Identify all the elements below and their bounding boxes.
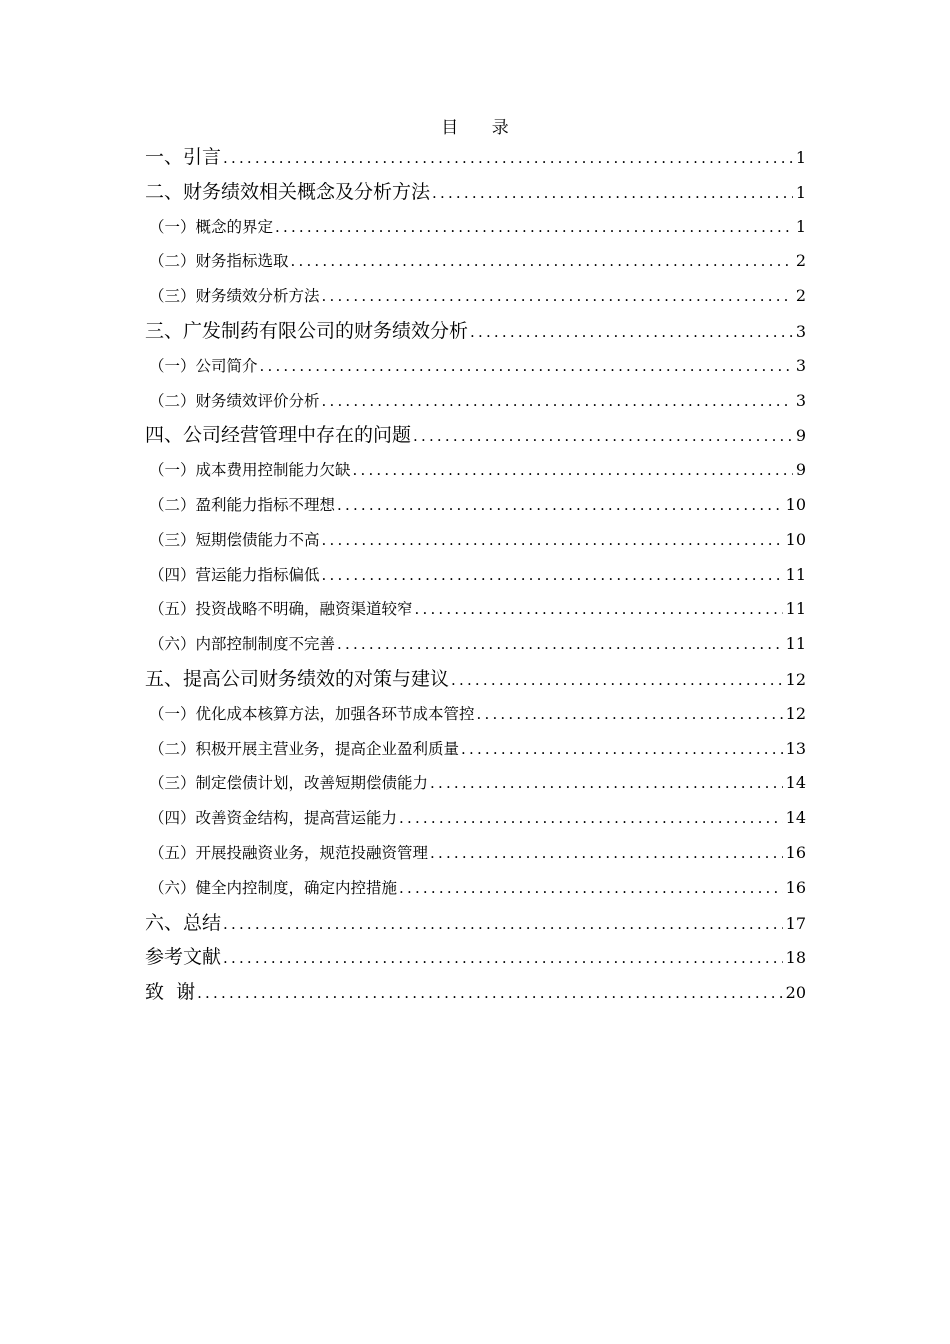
toc-entry-label: （一）成本费用控制能力欠缺 bbox=[149, 461, 351, 480]
toc-entry[interactable] bbox=[145, 592, 806, 627]
toc-page-number: 1 bbox=[795, 216, 806, 236]
toc-page-number: 2 bbox=[795, 251, 806, 271]
toc-entry[interactable] bbox=[145, 662, 806, 697]
toc-entry[interactable] bbox=[145, 210, 806, 245]
toc-page-number: 2 bbox=[795, 286, 806, 306]
toc-entry[interactable] bbox=[145, 871, 806, 906]
toc-entry-label: 参考文献 bbox=[145, 946, 222, 969]
toc-entry[interactable] bbox=[145, 140, 806, 175]
dot-leader bbox=[322, 523, 783, 558]
toc-page-number: 1 bbox=[795, 148, 806, 167]
toc-page-number: 3 bbox=[795, 390, 806, 410]
toc-entry-label: （四）营运能力指标偏低 bbox=[149, 565, 320, 584]
toc-page-number: 12 bbox=[785, 669, 806, 689]
toc-entry-label: （三）制定偿债计划，改善短期偿债能力 bbox=[149, 774, 429, 793]
dot-leader bbox=[223, 907, 783, 941]
toc-entry[interactable] bbox=[145, 349, 806, 384]
toc-entry-label: 六、总结 bbox=[145, 911, 222, 934]
toc-entry-label: （五）投资战略不明确，融资渠道较窄 bbox=[149, 600, 413, 619]
dot-leader bbox=[322, 384, 793, 419]
toc-entry-label: （六）健全内控制度，确定内控措施 bbox=[149, 878, 398, 897]
toc-entry-label: （二）积极开展主营业务，提高企业盈利质量 bbox=[149, 739, 460, 758]
toc-entry[interactable] bbox=[145, 975, 806, 1010]
toc-entry[interactable] bbox=[145, 453, 806, 488]
dot-leader bbox=[477, 697, 783, 732]
toc-entry[interactable] bbox=[145, 732, 806, 767]
toc-entry[interactable] bbox=[145, 906, 806, 941]
toc-page-number: 12 bbox=[785, 703, 806, 723]
dot-leader bbox=[353, 453, 793, 488]
toc-page-number: 18 bbox=[785, 948, 806, 968]
toc-title: 目 录 bbox=[441, 118, 523, 138]
toc-page-number: 20 bbox=[785, 983, 806, 1003]
dot-leader bbox=[430, 766, 783, 801]
toc-page-number: 11 bbox=[785, 564, 806, 584]
toc-entry[interactable] bbox=[145, 836, 806, 871]
dot-leader bbox=[432, 176, 793, 210]
toc-entry-label: 五、提高公司财务绩效的对策与建议 bbox=[145, 667, 450, 690]
toc-entry[interactable] bbox=[145, 766, 806, 801]
dot-leader bbox=[413, 419, 793, 453]
dot-leader bbox=[322, 558, 783, 593]
toc-entry-label: （五）开展投融资业务，规范投融资管理 bbox=[149, 843, 429, 862]
toc-page-number: 11 bbox=[785, 634, 806, 654]
dot-leader bbox=[461, 732, 783, 767]
toc-entry[interactable] bbox=[145, 175, 806, 210]
toc-entry[interactable] bbox=[145, 940, 806, 975]
toc-entry[interactable] bbox=[145, 801, 806, 836]
toc-entry[interactable] bbox=[145, 244, 806, 279]
toc-entry[interactable] bbox=[145, 384, 806, 419]
dot-leader bbox=[275, 210, 793, 245]
toc-entry[interactable] bbox=[145, 488, 806, 523]
toc-entry-label: （四）改善资金结构，提高营运能力 bbox=[149, 809, 398, 828]
dot-leader bbox=[197, 976, 783, 1010]
dot-leader bbox=[223, 941, 783, 975]
toc-page-number: 3 bbox=[795, 355, 806, 375]
dot-leader bbox=[399, 801, 783, 836]
dot-leader bbox=[223, 141, 793, 175]
toc-page-number: 17 bbox=[785, 913, 806, 933]
toc-entry-label: 三、广发制药有限公司的财务绩效分析 bbox=[145, 319, 469, 342]
toc-entry[interactable] bbox=[145, 314, 806, 349]
toc-entry-label: 四、公司经营管理中存在的问题 bbox=[145, 424, 412, 447]
toc-page-number: 10 bbox=[785, 529, 806, 549]
toc-page-number: 3 bbox=[795, 321, 806, 341]
toc-page-number: 9 bbox=[795, 460, 806, 480]
toc-page-number: 10 bbox=[785, 494, 806, 514]
toc-page-number: 13 bbox=[785, 738, 806, 758]
toc-entry-label: 二、财务绩效相关概念及分析方法 bbox=[145, 180, 431, 203]
dot-leader bbox=[337, 627, 783, 662]
toc-entry-label: （一）优化成本核算方法，加强各环节成本管控 bbox=[149, 704, 475, 723]
toc-entry[interactable] bbox=[145, 697, 806, 732]
toc-entry-label: （一）概念的界定 bbox=[149, 217, 274, 236]
toc-page-number: 16 bbox=[785, 842, 806, 862]
toc-entry[interactable] bbox=[145, 558, 806, 593]
dot-leader bbox=[260, 349, 793, 384]
toc-entry[interactable] bbox=[145, 627, 806, 662]
toc-entry-label: （三）财务绩效分析方法 bbox=[149, 287, 320, 306]
toc-entry-label: （六）内部控制制度不完善 bbox=[149, 635, 336, 654]
toc-page-number: 16 bbox=[785, 877, 806, 897]
toc-entry-label: （一）公司简介 bbox=[149, 356, 258, 375]
dot-leader bbox=[430, 836, 783, 871]
toc-entry[interactable] bbox=[145, 279, 806, 314]
toc-entry-label: 一、引言 bbox=[145, 146, 222, 168]
dot-leader bbox=[337, 488, 783, 523]
toc-entry[interactable] bbox=[145, 523, 806, 558]
toc-entry-label: 致 谢 bbox=[145, 981, 196, 1004]
toc-entry-label: （二）财务指标选取 bbox=[149, 252, 289, 271]
toc-page-number: 9 bbox=[795, 426, 806, 446]
toc-entry-label: （二）盈利能力指标不理想 bbox=[149, 495, 336, 514]
toc-page-number: 14 bbox=[785, 773, 806, 793]
toc-page-number: 14 bbox=[785, 808, 806, 828]
toc-entry-label: （二）财务绩效评价分析 bbox=[149, 391, 320, 410]
dot-leader bbox=[415, 592, 783, 627]
toc-entry-label: （三）短期偿债能力不高 bbox=[149, 530, 320, 549]
toc-page-number: 1 bbox=[795, 182, 806, 202]
dot-leader bbox=[451, 663, 783, 697]
table-of-contents bbox=[145, 140, 806, 1010]
dot-leader bbox=[470, 315, 793, 349]
dot-leader bbox=[399, 871, 783, 906]
dot-leader bbox=[322, 279, 793, 314]
dot-leader bbox=[291, 244, 793, 279]
toc-entry[interactable] bbox=[145, 418, 806, 453]
toc-page-number: 11 bbox=[785, 599, 806, 619]
